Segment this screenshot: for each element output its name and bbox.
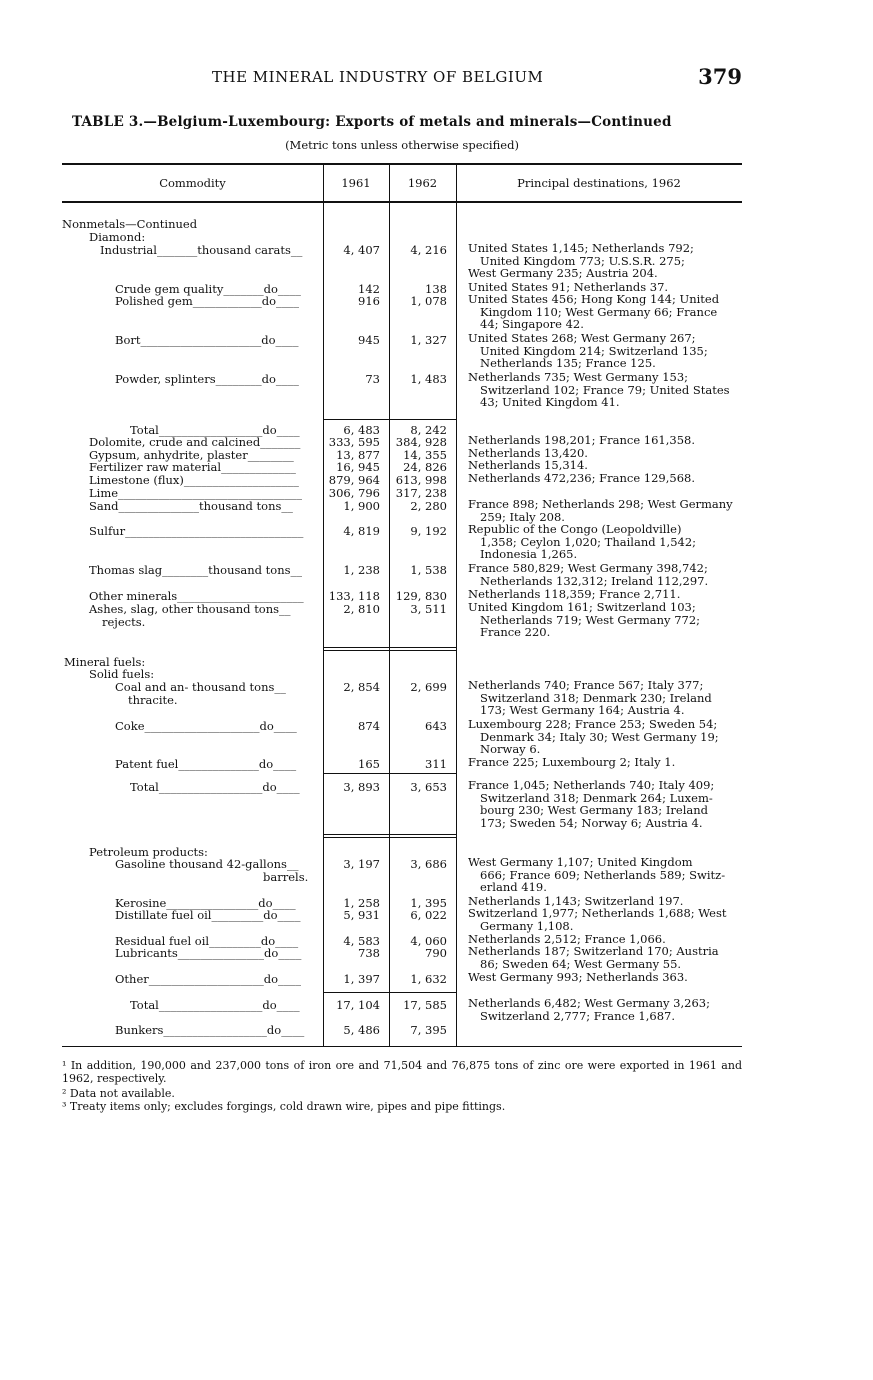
commodity-label: Distillate fuel oil_________do____ (115, 908, 301, 922)
commodity-label: Coal and an- thousand tons__ (115, 680, 286, 694)
page-number: 379 (698, 64, 742, 89)
commodity-label: Powder, splinters________do____ (115, 372, 299, 386)
commodity-label: Kerosine________________do____ (115, 896, 296, 910)
value-1962: 317, 238 (395, 486, 447, 500)
destinations: Netherlands 187; Switzerland 170; Austria 86; Sweden 64; West Germany 55. (468, 944, 719, 971)
destinations: Netherlands 735; West Germany 153; Switzerland 102; France 79; United States 43; United Kingdom 41. (468, 370, 730, 410)
value-1962: 1, 327 (410, 333, 447, 347)
destinations: Netherlands 6,482; West Germany 3,263; Switzerland 2,777; France 1,687. (468, 996, 710, 1023)
value-1961: 1, 258 (343, 896, 380, 910)
commodity-label: Bunkers__________________do____ (115, 1023, 305, 1037)
value-1962: 790 (425, 946, 447, 960)
value-1961: 879, 964 (328, 473, 380, 487)
destinations: Republic of the Congo (Leopoldville) 1,358; Ceylon 1,020; Thailand 1,542; Indonesia 1,265. (468, 522, 697, 562)
destinations: Netherlands 198,201; France 161,358. (468, 433, 695, 447)
section-rule (323, 647, 457, 648)
value-1961: 3, 197 (343, 857, 380, 871)
value-1961: 874 (358, 719, 380, 733)
value-1962: 24, 826 (403, 460, 447, 474)
value-1962: 17, 585 (403, 998, 447, 1012)
header-1961: 1961 (341, 176, 371, 190)
value-1962: 613, 998 (395, 473, 447, 487)
value-1961: 1, 397 (343, 972, 380, 986)
destinations: Netherlands 2,512; France 1,066. (468, 932, 666, 946)
destinations: United States 1,145; Netherlands 792; United Kingdom 773; U.S.S.R. 275; West Germany 235; Austria 204. (468, 241, 694, 281)
destinations: United States 268; West Germany 267; United Kingdom 214; Switzerland 135; Netherlands 135; France 125. (468, 331, 708, 371)
value-1961: 1, 900 (343, 499, 380, 513)
total-label: Total__________________do____ (130, 780, 300, 794)
value-1962: 2, 699 (410, 680, 447, 694)
value-1962: 9, 192 (410, 524, 447, 538)
subsection-label: Petroleum products: (89, 845, 208, 859)
subtotal-rule (323, 419, 457, 420)
commodity-label: Fertilizer raw material_____________ (89, 460, 296, 474)
table-title: TABLE 3.—Belgium-Luxembourg: Exports of metals and minerals—Continued (72, 114, 672, 130)
value-1962: 1, 632 (410, 972, 447, 986)
subsection-label: Solid fuels: (89, 667, 155, 681)
table-bottom-rule (62, 1046, 742, 1047)
commodity-label: Ashes, slag, other thousand tons__ (89, 602, 291, 616)
subtotal-rule (323, 773, 457, 774)
value-1962: 3, 653 (410, 780, 447, 794)
value-1962: 129, 830 (395, 589, 447, 603)
commodity-label: Lubricants_______________do____ (115, 946, 302, 960)
commodity-label: Coke____________________do____ (115, 719, 297, 733)
value-1961: 2, 854 (343, 680, 380, 694)
table-top-rule (62, 163, 742, 165)
commodity-label: Dolomite, crude and calcined_______ (89, 435, 301, 449)
commodity-label: Lime________________________________ (89, 486, 303, 500)
total-label: Total__________________do____ (130, 998, 300, 1012)
column-divider (456, 165, 457, 1046)
destinations: Luxembourg 228; France 253; Sweden 54; Denmark 34; Italy 30; West Germany 19; Norway 6. (468, 717, 719, 757)
value-1962: 643 (425, 719, 447, 733)
value-1962: 311 (425, 757, 447, 771)
total-label: Total__________________do____ (130, 423, 300, 437)
destinations: United States 456; Hong Kong 144; United Kingdom 110; West Germany 66; France 44; Singapore 42. (468, 292, 720, 332)
destinations: United States 91; Netherlands 37. (468, 280, 669, 294)
header-commodity: Commodity (159, 176, 226, 190)
value-1961: 306, 796 (328, 486, 380, 500)
value-1962: 4, 060 (410, 934, 447, 948)
destinations: France 225; Luxembourg 2; Italy 1. (468, 755, 676, 769)
commodity-label: Polished gem____________do____ (115, 294, 300, 308)
value-1961: 916 (358, 294, 380, 308)
value-1961: 4, 407 (343, 243, 380, 257)
value-1961: 17, 104 (336, 998, 380, 1012)
value-1962: 8, 242 (410, 423, 447, 437)
commodity-label: Patent fuel______________do____ (115, 757, 297, 771)
value-1961: 945 (358, 333, 380, 347)
value-1961: 2, 810 (343, 602, 380, 616)
value-1961: 16, 945 (336, 460, 380, 474)
value-1961: 6, 483 (343, 423, 380, 437)
value-1962: 7, 395 (410, 1023, 447, 1037)
running-title: THE MINERAL INDUSTRY OF BELGIUM (212, 68, 544, 86)
value-1961: 333, 595 (328, 435, 380, 449)
commodity-label: Other____________________do____ (115, 972, 302, 986)
value-1961: 5, 486 (343, 1023, 380, 1037)
value-1962: 14, 355 (403, 448, 447, 462)
destinations: Switzerland 1,977; Netherlands 1,688; West Germany 1,108. (468, 906, 727, 933)
running-head (62, 66, 742, 92)
destinations: West Germany 1,107; United Kingdom 666; France 609; Netherlands 589; Switz- erland 419. (468, 855, 726, 895)
commodity-label-continued: thracite. (128, 693, 178, 707)
destinations: West Germany 993; Netherlands 363. (468, 970, 688, 984)
destinations: France 898; Netherlands 298; West Germany 259; Italy 208. (468, 497, 733, 524)
value-1962: 6, 022 (410, 908, 447, 922)
value-1962: 1, 078 (410, 294, 447, 308)
footnote: ² Data not available. (62, 1087, 175, 1100)
value-1961: 4, 819 (343, 524, 380, 538)
value-1962: 3, 686 (410, 857, 447, 871)
commodity-label: Limestone (flux)____________________ (89, 473, 299, 487)
commodity-label: Sand______________thousand tons__ (89, 499, 293, 513)
section-rule (323, 834, 457, 835)
table-subtitle: (Metric tons unless otherwise specified) (285, 138, 519, 152)
commodity-label: Thomas slag________thousand tons__ (89, 563, 303, 577)
section-label: Mineral fuels: (64, 655, 146, 669)
value-1962: 384, 928 (395, 435, 447, 449)
value-1962: 4, 216 (410, 243, 447, 257)
commodity-label-continued: barrels. (263, 870, 309, 884)
value-1961: 3, 893 (343, 780, 380, 794)
commodity-label: Gypsum, anhydrite, plaster________ (89, 448, 294, 462)
value-1961: 4, 583 (343, 934, 380, 948)
destinations: Netherlands 740; France 567; Italy 377; Switzerland 318; Denmark 230; Ireland 173; West Germany 164; Austria 4. (468, 678, 712, 718)
destinations: France 1,045; Netherlands 740; Italy 409; Switzerland 318; Denmark 264; Luxem- bourg 230; West Germany 183; Ireland 173; Sweden 54; Norway 6; Austria 4. (468, 778, 715, 830)
commodity-label: Crude gem quality_______do____ (115, 282, 301, 296)
value-1961: 133, 118 (328, 589, 380, 603)
section-rule (323, 650, 457, 651)
commodity-label-continued: rejects. (102, 615, 146, 629)
header-destinations: Principal destinations, 1962 (517, 176, 681, 190)
value-1961: 1, 238 (343, 563, 380, 577)
destinations: Netherlands 13,420. (468, 446, 588, 460)
commodity-label: Other minerals______________________ (89, 589, 304, 603)
destinations: Netherlands 472,236; France 129,568. (468, 471, 695, 485)
commodity-label: Residual fuel oil_________do____ (115, 934, 299, 948)
value-1962: 1, 395 (410, 896, 447, 910)
value-1961: 738 (358, 946, 380, 960)
value-1961: 13, 877 (336, 448, 380, 462)
value-1962: 1, 538 (410, 563, 447, 577)
header-bottom-rule (62, 201, 742, 203)
footnote: ¹ In addition, 190,000 and 237,000 tons of iron ore and 71,504 and 76,875 tons of zinc ore were exported in 1961 and 1962, respectively. (62, 1059, 742, 1085)
value-1962: 2, 280 (410, 499, 447, 513)
value-1962: 138 (425, 282, 447, 296)
footnote: ³ Treaty items only; excludes forgings, cold drawn wire, pipes and pipe fittings. (62, 1100, 506, 1113)
value-1961: 5, 931 (343, 908, 380, 922)
subsection-label: Diamond: (89, 230, 146, 244)
destinations: Netherlands 15,314. (468, 458, 588, 472)
destinations: Netherlands 118,359; France 2,711. (468, 587, 681, 601)
section-label: Nonmetals—Continued (62, 217, 198, 231)
subtotal-rule (323, 992, 457, 993)
value-1961: 165 (358, 757, 380, 771)
destinations: United Kingdom 161; Switzerland 103; Netherlands 719; West Germany 772; France 220. (468, 600, 701, 640)
commodity-label: Bort_____________________do____ (115, 333, 299, 347)
value-1962: 3, 511 (410, 602, 447, 616)
header-1962: 1962 (407, 176, 438, 190)
commodity-label: Industrial_______thousand carats__ (100, 243, 303, 257)
value-1962: 1, 483 (410, 372, 447, 386)
section-rule (323, 837, 457, 838)
destinations: Netherlands 1,143; Switzerland 197. (468, 894, 684, 908)
value-1961: 142 (358, 282, 380, 296)
destinations: France 580,829; West Germany 398,742; Netherlands 132,312; Ireland 112,297. (468, 561, 709, 588)
commodity-label: Sulfur_______________________________ (89, 524, 304, 538)
value-1961: 73 (365, 372, 380, 386)
commodity-label: Gasoline thousand 42-gallons__ (115, 857, 299, 871)
